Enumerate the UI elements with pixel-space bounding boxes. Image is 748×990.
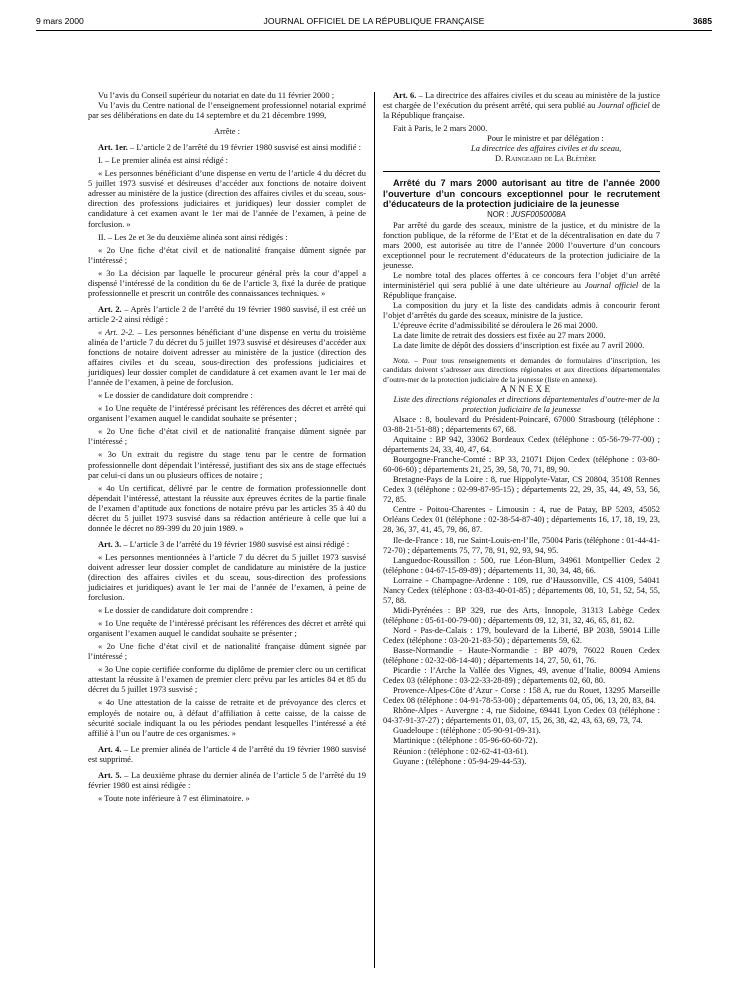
- running-header: [36, 16, 712, 30]
- quote: « Le dossier de candidature doit comprendre :: [98, 390, 253, 401]
- signature-block: [383, 133, 660, 163]
- paragraph: I. – Le premier alinéa est ainsi rédigé :: [98, 155, 229, 166]
- list-item: Midi-Pyrénées : BP 329, rue des Arts, Innopole, 31313 Labège Cedex (téléphone : 05-61-00-79-00) ; départements 09, 12, 31, 32, 46, 65, 81, 82.: [383, 604, 660, 625]
- quote: « 2o Une fiche d’état civil et de nationalité française dûment signée par l’intéressé ;: [88, 641, 366, 662]
- list-item: Martinique : (téléphone : 05-96-60-60-72).: [393, 735, 538, 746]
- article-6: Art. 6. – La directrice des affaires civiles et du sceau au ministère de la justice est chargée de l’exécution du présent arrêté, qui sera publié au Journal officiel de la République française.: [383, 90, 660, 121]
- quote: « 2o Une fiche d’état civil et de nationalité française dûment signée par l’intéressé ;: [88, 244, 366, 265]
- list-item: Provence-Alpes-Côte d’Azur - Corse : 158 A, rue du Rouet, 13295 Marseille Cedex 08 (téléphone : 04-91-78-53-00) ; départements 04, 05, 06, 13, 20, 83, 84.: [383, 685, 660, 706]
- paragraph: Vu l’avis du Centre national de l’enseignement professionnel notarial exprimé par ses délibérations en date du 14 septembre et du 21 décembre 1999,: [88, 100, 366, 121]
- signature-date: Fait à Paris, le 2 mars 2000.: [393, 123, 488, 134]
- paragraph: La composition du jury et la liste des candidats admis à concourir feront l’objet d’arrêtés du garde des sceaux, ministre de la justice.: [383, 299, 660, 321]
- article-4: Art. 4. – Le premier alinéa de l’article 4 de l’arrêté du 19 février 1980 susvisé est supprimé.: [88, 743, 366, 764]
- list-item: Bourgogne-Franche-Comté : BP 33, 21071 Dijon Cedex (téléphone : 03-80-60-06-60) ; départements 21, 25, 39, 58, 70, 71, 89, 90.: [383, 454, 660, 475]
- list-item: Lorraine - Champagne-Ardenne : 109, rue d’Haussonville, CS 4109, 54041 Nancy Cedex (téléphone : 03-83-40-01-85) ; départements 08, 10, 51, 52, 54, 55, 57, 88.: [383, 574, 660, 605]
- signatory-name: D. Raingeard de La Blétière: [495, 153, 597, 164]
- article-label: « Art. 2-2.: [98, 326, 135, 337]
- list-item: Ile-de-France : 18, rue Saint-Louis-en-l’Ile, 75004 Paris (téléphone : 01-44-41-72-70) ; départements 75, 77, 78, 91, 92, 93, 94, 95.: [383, 534, 660, 555]
- issue-date: 9 mars 2000: [36, 16, 84, 26]
- list-item: Rhône-Alpes - Auvergne : 4, rue Sidoine, 69441 Lyon Cedex 03 (téléphone : 04-37-91-37-27) ; départements 01, 03, 07, 15, 26, 38, 42, 43, 63, 69, 73, 74.: [383, 705, 660, 726]
- list-item: Basse-Normandie - Haute-Normandie : BP 4079, 76022 Rouen Cedex (téléphone : 02-32-08-14-40) ; départements 14, 27, 50, 61, 76.: [383, 645, 660, 666]
- directions-list: [383, 414, 660, 766]
- list-item: Centre - Poitou-Charentes - Limousin : 4, rue de Patay, BP 5203, 45052 Orléans Cedex 01 (téléphone : 02-38-54-87-40) ; départements 16, 17, 18, 19, 23, 28, 36, 37, 41, 45, 79, 86, 87.: [383, 504, 660, 535]
- quote: « 3o La décision par laquelle le procureur général près la cour d’appel a dispensé l’intéressé de la condition du 6e de l’article 3, fixé la durée de pratique professionnelle et prescrit un contrôle des connaissances techniques. »: [88, 267, 366, 298]
- paragraph: La date limite de retrait des dossiers est fixée au 27 mars 2000.: [393, 330, 606, 341]
- article-label: Art. 5.: [98, 769, 122, 780]
- paragraph: L’épreuve écrite d’admissibilité se déroulera le 26 mai 2000.: [393, 320, 598, 331]
- list-item: Guadeloupe : (téléphone : 05-90-91-09-31).: [393, 725, 541, 736]
- left-column: [88, 90, 366, 803]
- article-3: Art. 3. – L’article 3 de l’arrêté du 19 février 1980 susvisé est ainsi rédigé :: [98, 538, 350, 549]
- quote: « 4o Un certificat, délivré par le centre de formation professionnelle dont dépendait l’intéressé, attestant la réussite aux épreuves écrites de la partie finale de l’examen d’aptitude aux fonctions de notaire prévu par les articles 35 à 40 du décret du 5 juillet 1973 susvisé dans sa rédaction antérieure à celle que lui a donnée le décret no 89-399 du 20 juin 1989. »: [88, 482, 366, 533]
- article-2-2: « Art. 2-2. – Les personnes bénéficiant d’une dispense en vertu du troisième alinéa de l’article 7 du décret du 5 juillet 1973 susvisé et désireuses d’accéder aux fonctions de notaire doivent adresser au ministère de la justice (direction des affaires civiles et du sceau, sous-direction des professions judiciaires et juridiques) leur dossier complet de candidature à cet examen avant le 1er mai de l’année de l’examen, à peine de forclusion.: [88, 326, 366, 388]
- list-item: Alsace : 8, boulevard du Président-Poincaré, 67000 Strasbourg (téléphone : 03-88-21-51-88) ; départements 67, 68.: [383, 413, 660, 434]
- decree-title: Arrêté du 7 mars 2000 autorisant au titre de l’année 2000 l’ouverture d’un concours exceptionnel pour le recrutement d’éducateurs de la protection judiciaire de la jeunesse: [383, 178, 660, 210]
- article-label: Art. 1er.: [98, 142, 128, 153]
- quote: « 1o Une requête de l’intéressé précisant les références des décret et arrêté qui organisent l’examen auquel le candidat souhaite se présenter ;: [88, 618, 366, 639]
- article-label: Art. 3.: [98, 538, 122, 549]
- quote: « 2o Une fiche d’état civil et de nationalité française dûment signée par l’intéressé ;: [88, 426, 366, 447]
- quote: « Le dossier de candidature doit comprendre :: [98, 605, 253, 616]
- article-1: Art. 1er. – L’article 2 de l’arrêté du 19 février 1980 susvisé est ainsi modifié :: [98, 142, 361, 153]
- quote: « 1o Une requête de l’intéressé précisant les références des décret et arrêté qui organisent l’examen auquel le candidat souhaite se présenter ;: [88, 403, 366, 424]
- paragraph: Par arrêté du garde des sceaux, ministre de la justice, et du ministre de la fonction publique, de la réforme de l’Etat et de la décentralisation en date du 7 mars 2000, est autorisée au titre de l’année 2000 l’ouverture d’un concours exceptionnel pour le recrutement d’éducateurs de la protection judiciaire de la jeunesse.: [383, 219, 660, 270]
- right-column: [383, 90, 660, 766]
- quote: « Les personnes mentionnées à l’article 7 du décret du 5 juillet 1973 susvisé doivent adresser leur dossier complet de candidature au ministère de la justice (direction des affaires civiles et du sceau, sous-direction des professions judiciaires et juridiques) avant le 1er mai de l’année de l’examen, à peine de forclusion.: [88, 551, 366, 603]
- quote: « Les personnes bénéficiant d’une dispense en vertu de l’article 4 du décret du 5 juillet 1973 susvisé et désireuses d’accéder aux fonctions de notaire doivent adresser au ministère de la justice (direction des affaires civiles et du sceau, sous-direction des professions judiciaires et juridiques) leur dossier complet de candidature à cet examen avant le 1er mai de l’année de l’examen, à peine de forclusion. »: [88, 168, 366, 229]
- column-divider: [374, 92, 375, 968]
- paragraph: Vu l’avis du Conseil supérieur du notariat en date du 11 février 2000 ;: [98, 90, 335, 100]
- journal-title: JOURNAL OFFICIEL DE LA RÉPUBLIQUE FRANÇAISE: [263, 16, 485, 26]
- nor-reference: NOR : JUSF0050008A: [487, 209, 566, 219]
- list-item: Languedoc-Roussillon : 500, rue Léon-Blum, 34961 Montpellier Cedex 2 (téléphone : 04-67-15-89-89) ; départements 11, 30, 34, 48, 66.: [383, 554, 660, 575]
- article-label: Art. 6.: [393, 90, 417, 100]
- paragraph: II. – Les 2e et 3e du deuxième alinéa sont ainsi rédigés :: [98, 231, 288, 242]
- article-5: Art. 5. – La deuxième phrase du dernier alinéa de l’article 5 de l’arrêté du 19 février 1980 est ainsi rédigée :: [88, 769, 366, 790]
- paragraph: Le nombre total des places offertes à ce concours fera l’objet d’un arrêté interministériel qui sera publié à une date ultérieure au Journal officiel de la République française.: [383, 269, 660, 300]
- signature-line: Pour le ministre et par délégation :: [487, 133, 604, 144]
- quote: « Toute note inférieure à 7 est éliminatoire. »: [98, 792, 250, 803]
- list-item: Aquitaine : BP 942, 33062 Bordeaux Cedex (téléphone : 05-56-79-77-00) ; départements 24, 33, 40, 47, 64.: [383, 434, 660, 455]
- quote: « 3o Un extrait du registre du stage tenu par le centre de formation professionnelle dont dépendait l’intéressé, justifiant des six ans de stage effectués par celui-ci dans un ou plusieurs offices de notaire ;: [88, 449, 366, 480]
- signature-line: La directrice des affaires civiles et du sceau,: [471, 143, 622, 154]
- page-number: 3685: [692, 16, 712, 26]
- header-rule: [36, 30, 712, 31]
- article-label: Art. 4.: [98, 743, 122, 754]
- list-item: Picardie : l’Arche la Vallée des Vignes, 49, avenue d’Italie, 80094 Amiens Cedex 03 (téléphone : 03-22-33-28-89) ; départements 02, 60, 80.: [383, 665, 660, 686]
- arrete-heading: Arrête :: [213, 126, 240, 137]
- annexe-subtitle: Liste des directions régionales et directions départementales d’outre-mer de la protection judiciaire de la jeunesse: [393, 393, 660, 414]
- quote: « 3o Une copie certifiée conforme du diplôme de premier clerc ou un certificat attestant la réussite à l’examen de premier clerc prévu par les articles 84 et 85 du décret du 5 juillet 1973 susvisé ;: [88, 664, 366, 695]
- article-label: Art. 2.: [98, 303, 122, 314]
- list-item: Bretagne-Pays de la Loire : 8, rue Hippolyte-Vatar, CS 20804, 35108 Rennes Cedex 3 (téléphone : 02-99-87-95-15) ; départements 22, 29, 35, 44, 49, 53, 56, 72, 85.: [383, 474, 660, 505]
- nota: Nota. – Pour tous renseignements et demandes de formulaires d’inscription, les candidats doivent s’adresser aux directions régionales et aux directions départementales d’outre-mer de la protection judiciaire de la jeunesse (liste en annexe).: [383, 356, 660, 384]
- list-item: Réunion : (téléphone : 02-62-41-03-61).: [393, 745, 529, 756]
- article-2: Art. 2. – Après l’article 2 de l’arrêté du 19 février 1980 susvisé, il est créé un article 2-2 ainsi rédigé :: [88, 303, 366, 324]
- list-item: Nord - Pas-de-Calais : 179, boulevard de la Liberté, BP 2038, 59014 Lille Cedex (téléphone : 03-20-21-83-50) ; départements 59, 62.: [383, 624, 660, 645]
- list-item: Guyane : (téléphone : 05-94-29-44-53).: [393, 755, 527, 766]
- quote: « 4o Une attestation de la caisse de retraite et de prévoyance des clercs et employés de notaire ou, à défaut d’affiliation à cette caisse, de la caisse de sécurité sociale indiquant la ou les périodes pendant lesquelles l’intéressé a été affilié à l’un ou l’autre de ces organismes. »: [88, 697, 366, 738]
- annexe-title: ANNEXE: [500, 383, 553, 394]
- paragraph: La date limite de dépôt des dossiers d’inscription est fixée au 7 avril 2000.: [393, 340, 645, 351]
- section-rule: [383, 171, 660, 172]
